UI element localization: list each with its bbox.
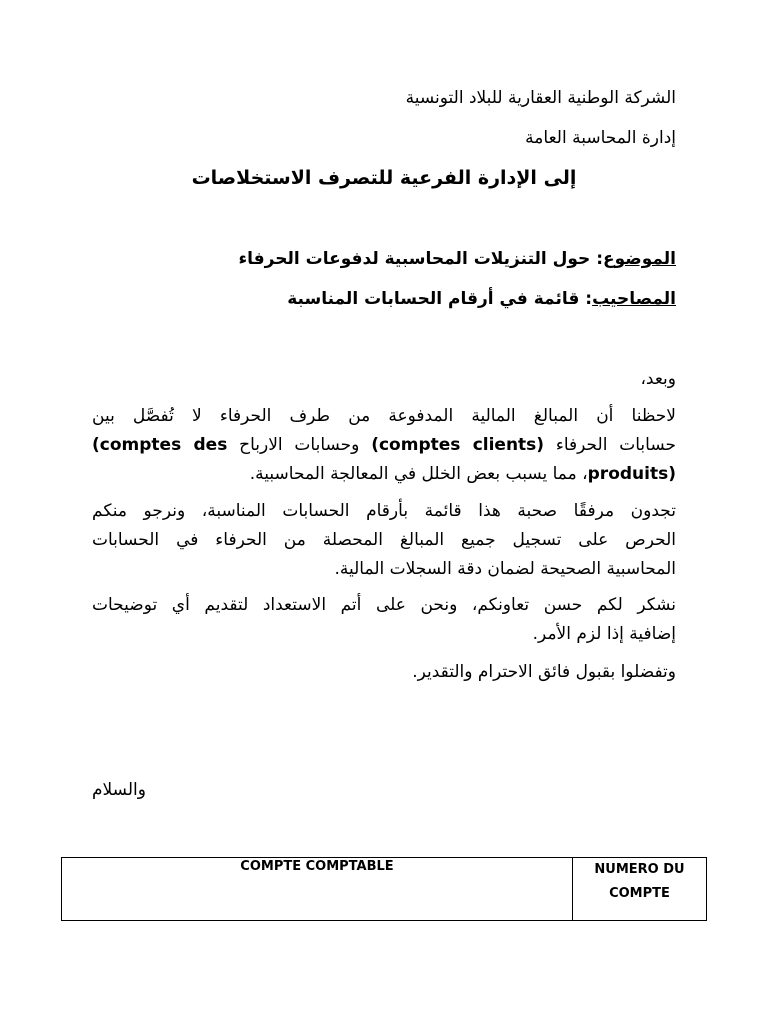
greeting: وبعد، [640,369,676,389]
paragraph-2-line-2: الحرص على تسجيل جميع المبالغ المحصلة من الحرفاء في الحسابات [92,530,676,550]
paragraph-2-line-3: المحاسبية الصحيحة لضمان دقة السجلات المالية. [334,559,676,579]
paragraph-2 [92,497,676,584]
paragraph-3-line-1: نشكر لكم حسن تعاونكم، ونحن على أتم الاستعداد لتقديم أي توضيحات [92,595,676,615]
table-header-account: COMPTE COMPTABLE [62,858,573,920]
attachment-text: : قائمة في أرقام الحسابات المناسبة [287,289,593,309]
subject-text: : حول التنزيلات المحاسبية لدفوعات الحرفاء [238,249,604,269]
paragraph-1-line-2: حسابات الحرفاء (comptes clients) وحسابات الارباح (comptes des [92,435,676,455]
table-header-number-line-1: NUMERO DU [594,862,685,877]
department-name: إدارة المحاسبة العامة [525,128,676,148]
subject-line [238,247,676,271]
table-header-number-line-2: COMPTE [609,886,670,901]
paragraph-4: وتفضلوا بقبول فائق الاحترام والتقدير. [412,662,676,682]
accounts-table [61,857,707,921]
recipient-title: إلى الإدارة الفرعية للتصرف الاستخلاصات [191,167,577,189]
table-header-number [573,858,706,920]
paragraph-1-line-3: produits)، مما يسبب بعض الخلل في المعالجة المحاسبية. [249,464,676,484]
paragraph-3 [92,591,676,649]
paragraph-1 [92,402,676,489]
attachment-label: المصاحيب [592,289,676,309]
paragraph-3-line-2: إضافية إذا لزم الأمر. [532,624,676,644]
closing-salutation: والسلام [92,780,146,800]
subject-label: الموضوع [603,249,676,269]
attachment-line [287,287,676,311]
company-name: الشركة الوطنية العقارية للبلاد التونسية [405,88,676,108]
paragraph-2-line-1: تجدون مرفقًا صحبة هذا قائمة بأرقام الحسابات المناسبة، ونرجو منكم [92,501,676,521]
paragraph-1-line-1: لاحظنا أن المبالغ المالية المدفوعة من طرف الحرفاء لا تُفصَّل بين [92,406,676,426]
